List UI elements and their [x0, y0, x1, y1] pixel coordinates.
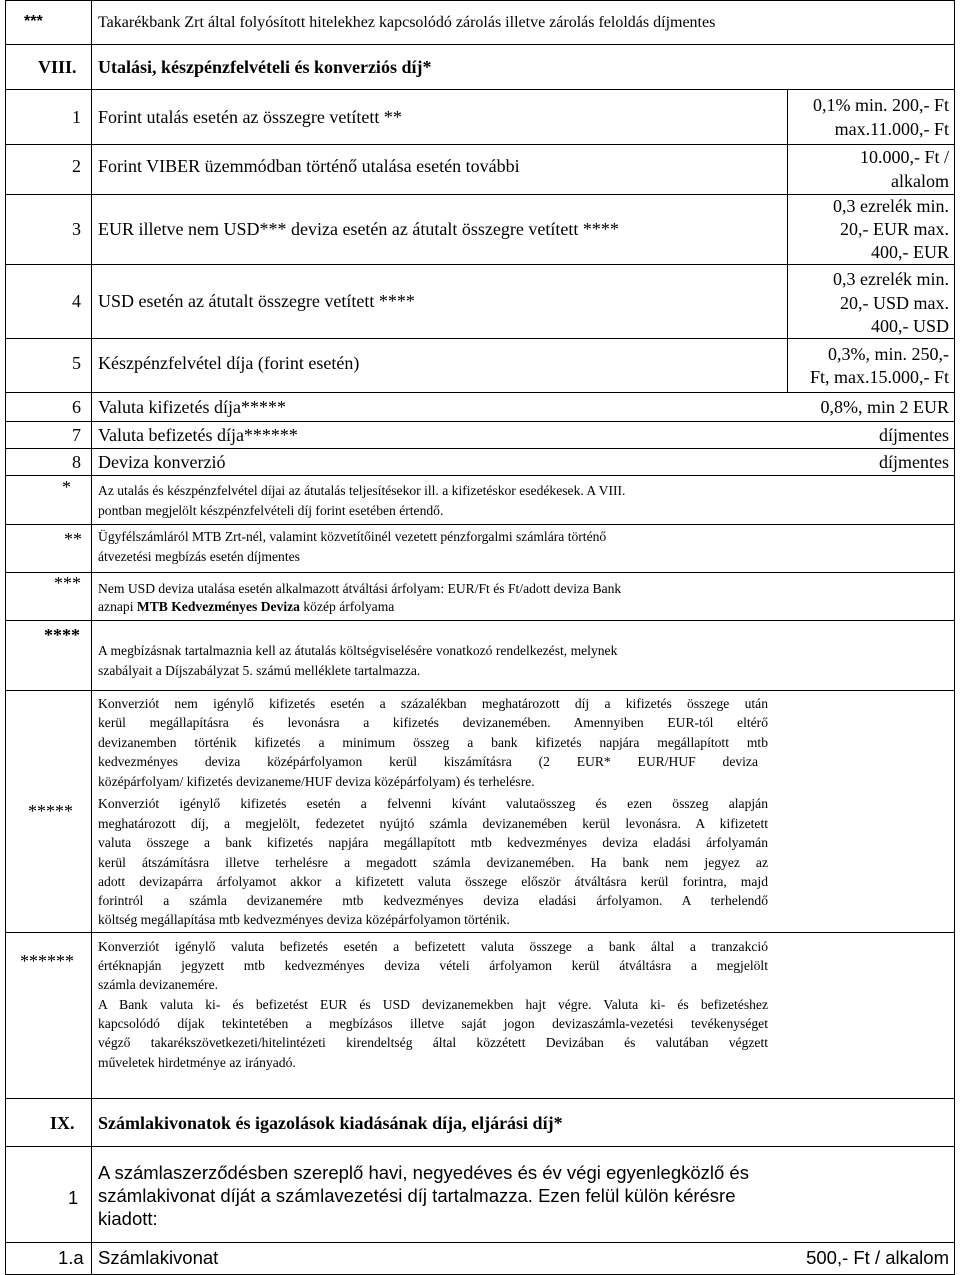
footnote-line: értéknapján jegyzett mtb kedvezményes deviza vételi árfolyamon kerül átváltásra a megjelölt [98, 958, 768, 973]
footnote-line: meghatározott díj, a megjelölt, fedezetet nyújtó számla devizanemében kerül levonásra. A kifizetett [98, 816, 768, 831]
row-label-line: A számlaszerződésben szereplő havi, negyedéves és év végi egyenlegközlő és [98, 1162, 749, 1183]
footnote-line [98, 600, 394, 614]
footnote-line: kerül megállapításra és levonásra a kifizetés devizanemében. Amennyiben EUR-tól eltérő [98, 715, 768, 730]
row-divider [5, 44, 955, 45]
row-fee: 10.000,- Ft / [859, 147, 949, 167]
footnote-line: Ügyfélszámláról MTB Zrt-nél, valamint közvetítőinél vezetett pénzforgalmi számlára történő [98, 529, 607, 544]
row-number: 3 [72, 219, 81, 239]
footnote-line: devizanemben történik kifizetés a minimum összeg a bank kifizetés napjára megállapított mtb [98, 735, 768, 750]
footnote-marker: * [62, 477, 71, 497]
row-fee: díjmentes [879, 452, 949, 472]
footnote-line: szabályait a Díjszabályzat 5. számú melléklete tartalmazza. [98, 663, 421, 678]
marker-column-divider [91, 0, 92, 1275]
row-divider [5, 620, 955, 621]
row-divider [5, 194, 955, 195]
row-fee: 400,- USD [870, 316, 949, 336]
row-number: 1 [72, 107, 81, 127]
row-divider [5, 524, 955, 525]
row-label: Valuta kifizetés díja***** [98, 397, 286, 417]
footnote-line: költség megállapítása mtb kedvezményes deviza középárfolyamon történik. [98, 912, 510, 927]
footnote-bold-text: MTB Kedvezményes Deviza [136, 599, 300, 614]
row-label-line: számlakivonat díját a számlavezetési díj tartalmazza. Ezen felül külön kérésre [98, 1185, 736, 1206]
row-label: Forint utalás esetén az összegre vetített ** [98, 107, 402, 127]
row-divider [5, 338, 955, 339]
row-fee: 20,- USD max. [840, 293, 949, 313]
row-label: Valuta befizetés díja****** [98, 425, 298, 445]
row-fee: 0,3 ezrelék min. [833, 269, 949, 289]
row-number: 2 [72, 156, 81, 176]
footnote-line: adott devizapárra árfolyamot akkor a kifizetett valuta összege először átváltásra kerül forintra, majd [98, 874, 768, 889]
fee-column-divider [787, 89, 788, 392]
row-fee: Ft, max.15.000,- Ft [809, 367, 949, 387]
row-number: 6 [72, 397, 81, 417]
row-divider [5, 0, 955, 1]
footnote-line: átvezetési megbízás esetén díjmentes [98, 549, 300, 564]
section-viii-number: VIII. [38, 57, 77, 77]
footnote-line: pontban megjelölt készpénzfelvételi díj forint esetében értendő. [98, 503, 444, 518]
footnote-line: Konverziót igénylő valuta befizetés esetén a befizetett valuta összege a bank által a tranzakció [98, 939, 768, 954]
section-ix-title: Számlakivonatok és igazolások kiadásának díja, eljárási díj* [98, 1113, 563, 1133]
row-number: 4 [72, 291, 81, 311]
header-row-text: Takarékbank Zrt által folyósított hitelekhez kapcsolódó zárolás illetve zárolás feloldás díjmentes [98, 14, 716, 31]
row-label: Deviza konverzió [98, 452, 226, 472]
row-label-line: kiadott: [98, 1208, 158, 1229]
footnote-marker: ** [64, 529, 82, 549]
footnote-line: kapcsolódó díjak tekintetében a megbízásos illetve saját jogon devizaszámla-vezetési tevékenységet [98, 1016, 768, 1031]
row-number: 1 [68, 1187, 79, 1208]
row-divider [5, 448, 955, 449]
footnote-line: kedvezményes deviza középárfolyamon kerül kiszámításra (2 EUR* EUR/HUF deviza [98, 754, 758, 769]
row-divider [5, 475, 955, 476]
row-label: Számlakivonat [98, 1247, 219, 1268]
footnote-marker: **** [44, 625, 80, 645]
row-divider [5, 144, 955, 145]
footnote-line: Az utalás és készpénzfelvétel díjai az átutalás teljesítésekor ill. a kifizetéskor esedékesek. A VIII. [98, 483, 626, 498]
row-fee: 0,3 ezrelék min. [833, 196, 949, 216]
row-label: Forint VIBER üzemmódban történő utalása esetén további [98, 156, 520, 176]
row-divider [5, 392, 955, 393]
row-divider [5, 421, 955, 422]
footnote-line: Konverziót nem igénylő kifizetés esetén a százalékban meghatározott díj a kifizetés összege után [98, 696, 768, 711]
footnote-marker: *** [54, 573, 81, 593]
row-divider [5, 690, 955, 691]
footnote-text: közép árfolyama [299, 599, 395, 614]
footnote-line: számla devizanemére. [98, 977, 219, 992]
row-fee: 400,- EUR [871, 242, 949, 262]
footnote-text: aznapi [98, 599, 137, 614]
row-number: 7 [72, 425, 81, 445]
row-divider [5, 572, 955, 573]
footnote-line: kerül átszámításra illetve terhelésre a megadott számla devizanemében. Ha bank nem jegyez az [98, 855, 768, 870]
row-fee: alkalom [891, 171, 949, 191]
row-divider [5, 1098, 955, 1099]
row-divider [5, 89, 955, 90]
footnote-line: Nem USD deviza utalása esetén alkalmazott átváltási árfolyam: EUR/Ft és Ft/adott deviza Bank [98, 581, 622, 596]
table-right-border [954, 0, 955, 1275]
footnote-line: Konverziót igénylő kifizetés esetén a felvenni kívánt valutaösszeg és ezen összeg alapján [98, 796, 768, 811]
row-label: USD esetén az átutalt összegre vetített **** [98, 291, 415, 311]
header-row-marker: *** [24, 13, 43, 30]
footnote-line: középárfolyam/ kifizetés devizaneme/HUF deviza középárfolyam) és terhelésre. [98, 774, 535, 789]
row-divider [5, 264, 955, 265]
footnote-marker: ***** [28, 801, 73, 821]
row-label: Készpénzfelvétel díja (forint esetén) [98, 353, 360, 373]
row-divider [5, 1242, 955, 1243]
footnote-line: A megbízásnak tartalmaznia kell az átutalás költségviselésére vonatkozó rendelkezést, melynek [98, 643, 618, 658]
row-fee: 500,- Ft / alkalom [806, 1247, 949, 1268]
row-label: EUR illetve nem USD*** deviza esetén az átutalt összegre vetített **** [98, 219, 619, 239]
row-fee: 0,1% min. 200,- Ft [812, 95, 949, 115]
table-left-border [5, 0, 6, 1275]
footnote-marker: ****** [20, 951, 74, 971]
row-number: 8 [72, 452, 81, 472]
row-fee: díjmentes [879, 425, 949, 445]
footnote-line: valuta összege a bank kifizetés napjára megállapított mtb kedvezményes deviza eladási árfolyamán [98, 835, 768, 850]
row-number: 1.a [58, 1247, 84, 1268]
row-fee: 0,3%, min. 250,- [828, 344, 949, 364]
section-viii-title: Utalási, készpénzfelvételi és konverziós díj* [98, 57, 432, 77]
row-fee: 0,8%, min 2 EUR [820, 397, 949, 417]
footnote-line: végző takarékszövetkezeti/hitelintézeti kirendeltség által közzétett Devizában és valutában végzett [98, 1035, 768, 1050]
row-divider [5, 1146, 955, 1147]
row-fee: max.11.000,- Ft [834, 119, 949, 139]
footnote-line: A Bank valuta ki- és befizetést EUR és USD devizanemekben hajt végre. Valuta ki- és befizetéshez [98, 997, 768, 1012]
footnote-line: forintról a számla devizanemére mtb kedvezményes deviza eladási árfolyamon. A terhelendő [98, 893, 768, 908]
footnote-line: műveletek hirdetménye az irányadó. [98, 1055, 296, 1070]
row-fee: 20,- EUR max. [840, 219, 949, 239]
section-ix-number: IX. [50, 1113, 75, 1133]
row-divider [5, 932, 955, 933]
row-number: 5 [72, 353, 81, 373]
